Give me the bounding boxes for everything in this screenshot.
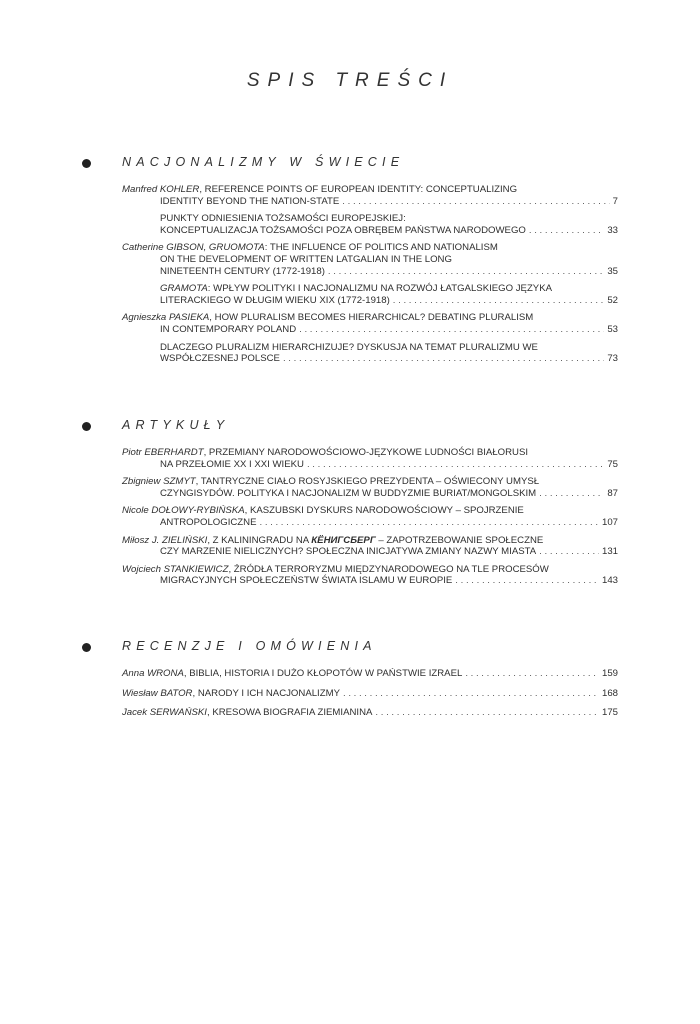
- toc-entry[interactable]: GRAMOTA: WPŁYW POLITYKI I NACJONALIZMU NA ROZWÓJ ŁATGALSKIEGO JĘZYKA LITERACKIEGO W DŁUGIM WIEKU XIX (1772-1918) . . . 52: [160, 283, 618, 306]
- page-number: 107: [601, 516, 618, 528]
- author-last: EBERHARDT: [144, 447, 204, 458]
- author-last: WRONA: [147, 668, 184, 679]
- page-number: 53: [607, 323, 618, 335]
- author-first: Jacek: [122, 707, 148, 719]
- entry-title-line2: WSPÓŁCZESNEJ POLSCE: [160, 353, 280, 365]
- entry-title-line1a: Z KALININGRADU NA: [212, 534, 312, 546]
- entry-title-line1: NARODY I ICH NACJONALIZMY: [197, 687, 340, 699]
- entry-title-line1: HOW PLURALISM BECOMES HIERARCHICAL? DEBATING PLURALISM: [214, 312, 534, 324]
- dot-leader: [539, 546, 599, 558]
- entry-title-line2: IDENTITY BEYOND THE NATION-STATE: [160, 195, 340, 207]
- entry-title-line1: WPŁYW POLITYKI I NACJONALIZMU NA ROZWÓJ ŁATGALSKIEGO JĘZYKA: [213, 283, 552, 295]
- dot-leader: [375, 707, 599, 719]
- toc-entry[interactable]: [160, 342, 618, 365]
- dot-leader: [283, 353, 604, 365]
- author-first: Catherine: [122, 242, 164, 254]
- page-number: 131: [601, 546, 618, 558]
- page-number: 33: [607, 224, 618, 236]
- entry-title-line2: LITERACKIEGO W DŁUGIM WIEKU XIX (1772-1918): [160, 294, 390, 306]
- author-first: Wiesław: [122, 687, 158, 699]
- author-first: Miłosz J.: [122, 534, 160, 546]
- entry-title-line2: CZYNGISYDÓW. POLITYKA I NACJONALIZM W BUDDYZMIE BURIAT/MONGOLSKIM: [160, 487, 537, 499]
- page-number: 7: [612, 195, 618, 207]
- entry-title-line2: IN CONTEMPORARY POLAND: [160, 323, 297, 335]
- section-entries: [122, 184, 618, 371]
- entry-title-line2: ANTROPOLOGICZNE: [160, 516, 257, 528]
- toc-entry[interactable]: [160, 213, 618, 236]
- page-title: SPIS TREŚCI: [246, 70, 454, 91]
- entry-title-line1: KASZUBSKI DYSKURS NARODOWOŚCIOWY – SPOJRZENIE: [249, 505, 524, 517]
- entry-title-line1: BIBLIA, HISTORIA I DUŻO KŁOPOTÓW W PAŃSTWIE IZRAEL: [189, 668, 463, 679]
- author-last: KOHLER: [159, 184, 200, 195]
- author-first: Manfred: [122, 184, 158, 195]
- author-last: SZMYT: [163, 476, 196, 488]
- toc-entry[interactable]: Zbigniew SZMYT, TANTRYCZNE CIAŁO ROSYJSKIEGO PREZYDENTA – OŚWIECONY UMYSŁ CZYNGISYDÓW. POLITYKA I NACJONALIZM W BUDDYZMIE BURIAT/MONGOLSKIM . . . 87: [122, 476, 618, 499]
- dot-leader: [343, 688, 599, 700]
- section-heading: RECENZJE I OMÓWIENIA: [122, 639, 377, 653]
- toc-entry[interactable]: Wiesław BATOR, NARODY I ICH NACJONALIZMY . . . 168: [122, 688, 618, 700]
- toc-entry[interactable]: Nicole DOŁOWY-RYBIŃSKA, KASZUBSKI DYSKURS NARODOWOŚCIOWY – SPOJRZENIE ANTROPOLOGICZNE . . . 107: [122, 505, 618, 528]
- section-entries: [122, 447, 618, 593]
- dot-leader: [465, 668, 599, 680]
- page-number: 87: [607, 487, 618, 499]
- bullet-icon: [82, 159, 91, 168]
- bullet-icon: [82, 643, 91, 652]
- author-last: STANKIEWICZ: [163, 563, 229, 575]
- entry-title-line1: ŹRÓDŁA TERRORYZMU MIĘDZYNARODOWEGO NA TLE PROCESÓW: [233, 563, 549, 575]
- section-heading: ARTYKUŁY: [122, 418, 230, 432]
- toc-entry[interactable]: Catherine GIBSON, GRUOMOTA: THE INFLUENCE OF POLITICS AND NATIONALISM ON THE DEVELOPMENT OF WRITTEN LATGALIAN IN THE LONG NINETEENTH CENTURY (1772-1918) . . . 35: [122, 242, 618, 277]
- page-number: 159: [601, 668, 618, 679]
- dot-leader: [328, 266, 604, 278]
- author-first: Wojciech: [122, 563, 161, 575]
- entry-lead-italic: GRAMOTA: [160, 283, 208, 295]
- author-last: SERWAŃSKI: [149, 707, 207, 719]
- author-first: Anna: [122, 668, 145, 679]
- entry-title-russian: КЁНИГСБЕРГ: [311, 534, 376, 546]
- page-number: 52: [607, 294, 618, 306]
- entry-title-line1: PRZEMIANY NARODOWOŚCIOWO-JĘZYKOWE LUDNOŚCI BIAŁORUSI: [208, 447, 529, 458]
- entry-title-line1: PUNKTY ODNIESIENIA TOŻSAMOŚCI EUROPEJSKIEJ:: [160, 213, 406, 225]
- author-first: Agnieszka: [122, 312, 167, 324]
- author-last: DOŁOWY-RYBIŃSKA: [151, 505, 245, 517]
- page-number: 168: [601, 687, 618, 699]
- author-last: ZIELIŃSKI: [161, 534, 208, 546]
- entry-title-line2: NA PRZEŁOMIE XX I XXI WIEKU: [160, 458, 304, 470]
- dot-leader: [307, 459, 604, 471]
- toc-entry[interactable]: Jacek SERWAŃSKI, KRESOWA BIOGRAFIA ZIEMIANINA . . . 175: [122, 707, 618, 719]
- dot-leader: [393, 295, 605, 307]
- page-number: 75: [607, 458, 618, 470]
- page-number: 35: [607, 265, 618, 277]
- entry-title-line1: REFERENCE POINTS OF EUROPEAN IDENTITY: CONCEPTUALIZING: [204, 184, 518, 195]
- entry-title-line2: MIGRACYJNYCH SPOŁECZEŃSTW ŚWIATA ISLAMU W EUROPIE: [160, 575, 453, 587]
- bullet-icon: [82, 422, 91, 431]
- entry-title-line2: KONCEPTUALIZACJA TOŻSAMOŚCI POZA OBRĘBEM PAŃSTWA NARODOWEGO: [160, 224, 526, 236]
- author-last: BATOR: [160, 687, 193, 699]
- entry-title-line1: THE INFLUENCE OF POLITICS AND NATIONALISM: [269, 242, 498, 254]
- page-number: 175: [601, 707, 618, 719]
- page-number: 143: [601, 575, 618, 587]
- section-entries: [122, 668, 618, 725]
- entry-title-line2: ON THE DEVELOPMENT OF WRITTEN LATGALIAN IN THE LONG: [160, 253, 452, 265]
- author-last: PASIEKA: [168, 312, 210, 324]
- entry-title-line1: DLACZEGO PLURALIZM HIERARCHIZUJE? DYSKUSJA NA TEMAT PLURALIZMU WE: [160, 341, 538, 353]
- author-first: Zbigniew: [122, 476, 161, 488]
- entry-title-line2: CZY MARZENIE NIELICZNYCH? SPOŁECZNA INICJATYWA ZMIANY NAZWY MIASTA: [160, 546, 537, 558]
- toc-entry[interactable]: Miłosz J. ZIELIŃSKI, Z KALININGRADU NA КЁНИГСБЕРГ – ZAPOTRZEBOWANIE SPOŁECZNE CZY MARZENIE NIELICZNYCH? SPOŁECZNA INICJATYWA ZMIANY NAZWY MIASTA . . . 131: [122, 535, 618, 558]
- entry-title-line1: TANTRYCZNE CIAŁO ROSYJSKIEGO PREZYDENTA – OŚWIECONY UMYSŁ: [200, 476, 540, 488]
- entry-title-line3: NINETEENTH CENTURY (1772-1918): [160, 265, 325, 277]
- dot-leader: [539, 488, 604, 500]
- page-number: 73: [607, 353, 618, 365]
- author-last: GIBSON, GRUOMOTA: [166, 242, 265, 254]
- toc-entry[interactable]: Wojciech STANKIEWICZ, ŹRÓDŁA TERRORYZMU MIĘDZYNARODOWEGO NA TLE PROCESÓW MIGRACYJNYCH SPOŁECZEŃSTW ŚWIATA ISLAMU W EUROPIE . . . 143: [122, 564, 618, 587]
- toc-entry[interactable]: Piotr EBERHARDT, PRZEMIANY NARODOWOŚCIOWO-JĘZYKOWE LUDNOŚCI BIAŁORUSI NA PRZEŁOMIE XX I XXI WIEKU . . . 75: [122, 447, 618, 470]
- section-heading: NACJONALIZMY W ŚWIECIE: [122, 155, 405, 169]
- entry-title-line1: KRESOWA BIOGRAFIA ZIEMIANINA: [212, 707, 373, 719]
- author-first: Piotr: [122, 447, 142, 458]
- author-first: Nicole: [122, 505, 149, 517]
- dot-leader: [259, 517, 599, 529]
- toc-entry[interactable]: Manfred KOHLER, REFERENCE POINTS OF EUROPEAN IDENTITY: CONCEPTUALIZING IDENTITY BEYOND THE NATION-STATE . . . 7: [122, 184, 618, 207]
- dot-leader: [342, 196, 609, 208]
- toc-entry[interactable]: Anna WRONA, BIBLIA, HISTORIA I DUŻO KŁOPOTÓW W PAŃSTWIE IZRAEL . . . 159: [122, 668, 618, 680]
- toc-entry[interactable]: Agnieszka PASIEKA, HOW PLURALISM BECOMES HIERARCHICAL? DEBATING PLURALISM IN CONTEMPORARY POLAND . . . 53: [122, 312, 618, 335]
- dot-leader: [529, 225, 604, 237]
- dot-leader: [455, 575, 599, 587]
- dot-leader: [299, 324, 604, 336]
- entry-title-line1b: – ZAPOTRZEBOWANIE SPOŁECZNE: [375, 534, 544, 546]
